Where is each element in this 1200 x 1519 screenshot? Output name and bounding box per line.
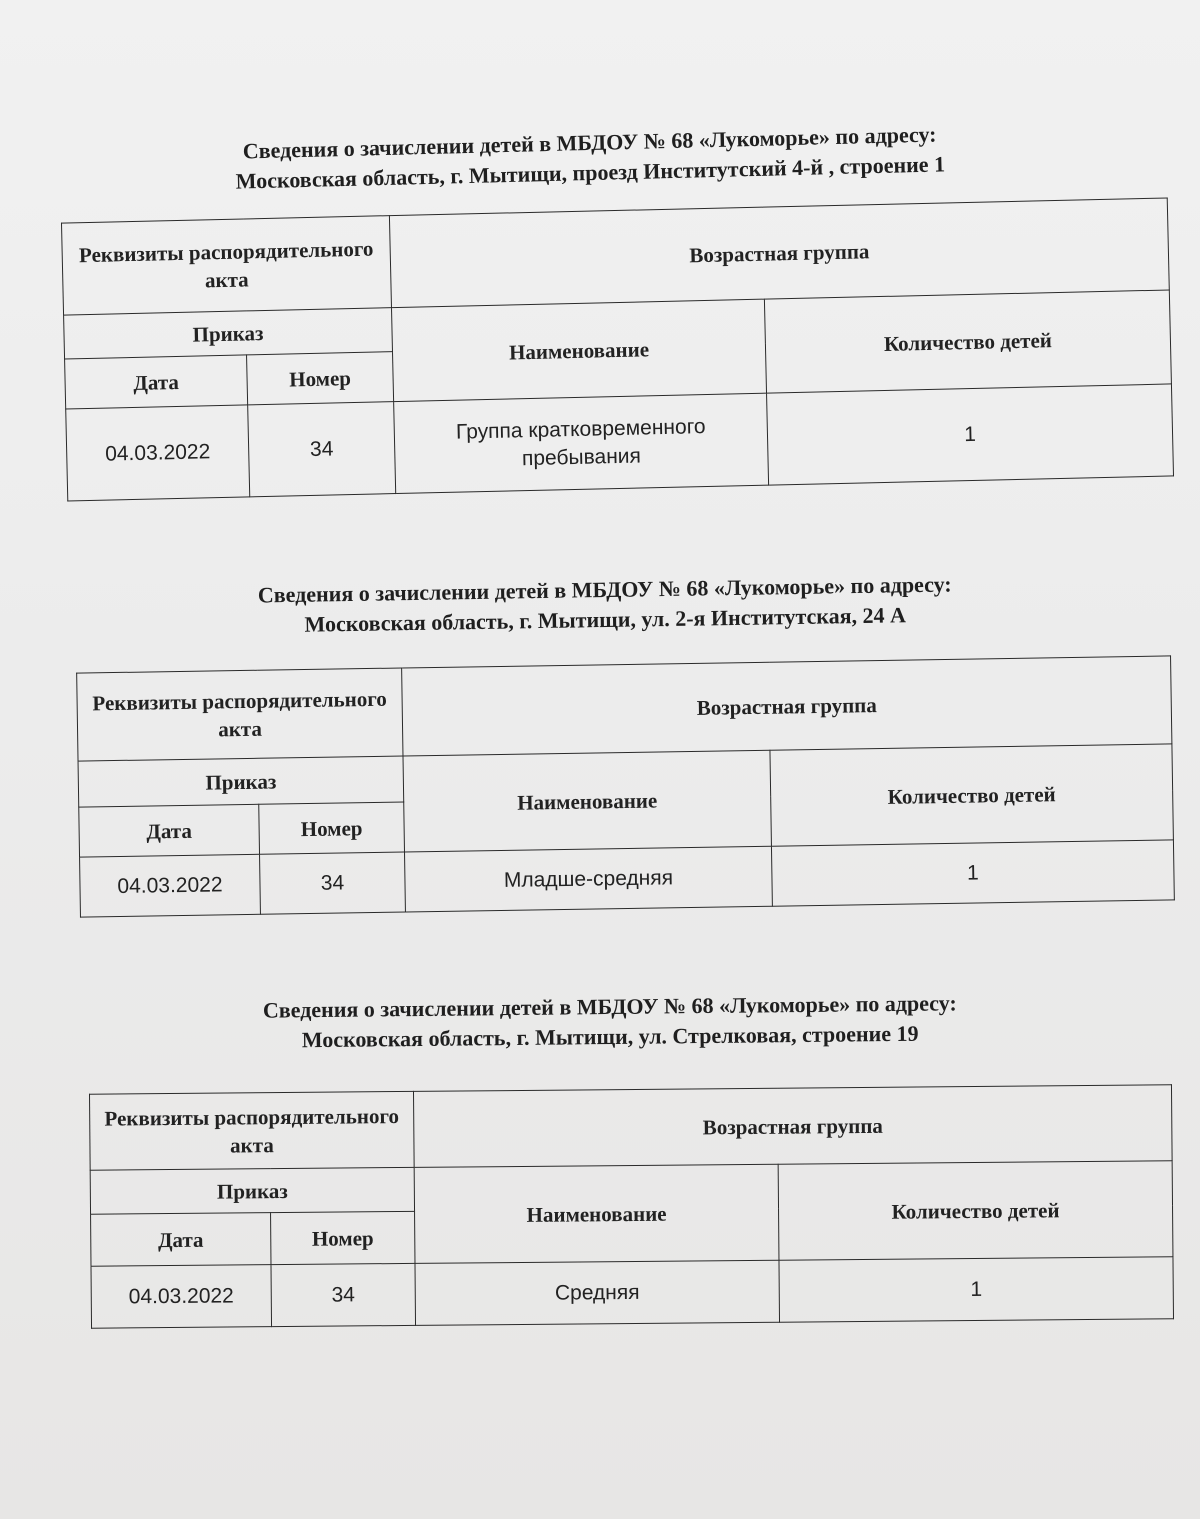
cell-number: 34	[248, 402, 396, 497]
enrollment-table	[89, 1084, 1174, 1328]
cell-name: Группа кратковременного пребывания	[394, 393, 769, 493]
title-line-1: Сведения о зачислении детей в МБДОУ № 68 «Лукоморье» по адресу:	[242, 121, 937, 164]
header-order: Приказ	[78, 756, 404, 807]
cell-count: 1	[767, 384, 1174, 485]
cell-count: 1	[779, 1257, 1174, 1322]
cell-number: 34	[271, 1263, 416, 1326]
header-requisites: Реквизиты распорядительного акта	[77, 668, 403, 761]
header-name: Наименование	[403, 750, 771, 852]
header-requisites: Реквизиты распорядительного акта	[61, 216, 391, 315]
header-date: Дата	[79, 804, 260, 857]
header-count: Количество детей	[764, 290, 1171, 393]
header-order: Приказ	[64, 308, 393, 359]
header-number: Номер	[247, 352, 394, 405]
cell-date: 04.03.2022	[66, 405, 250, 501]
header-requisites: Реквизиты распорядительного акта	[89, 1091, 414, 1170]
cell-date: 04.03.2022	[80, 854, 261, 917]
header-order: Приказ	[90, 1167, 414, 1214]
cell-count: 1	[771, 840, 1174, 906]
header-date: Дата	[91, 1213, 271, 1267]
title-line-1: Сведения о зачислении детей в МБДОУ № 68 «Лукоморье» по адресу:	[257, 571, 952, 608]
cell-name: Младше-средняя	[405, 846, 773, 912]
title-line-2: Московская область, г. Мытищи, ул. 2-я Институтская, 24 А	[304, 602, 907, 637]
header-age-group: Возрастная группа	[413, 1085, 1172, 1168]
header-name: Наименование	[414, 1164, 779, 1263]
cell-name: Средняя	[415, 1260, 780, 1325]
header-name: Наименование	[391, 299, 766, 401]
header-count: Количество детей	[778, 1161, 1173, 1260]
cell-date: 04.03.2022	[91, 1265, 272, 1329]
table-row	[91, 1257, 1173, 1328]
header-number: Номер	[271, 1211, 415, 1264]
header-count: Количество детей	[770, 744, 1173, 846]
cell-number: 34	[260, 852, 406, 914]
title-line-2: Московская область, г. Мытищи, проезд Институтский 4-й , строение 1	[235, 151, 946, 194]
header-age-group: Возрастная группа	[389, 198, 1169, 308]
title-line-1: Сведения о зачислении детей в МБДОУ № 68 «Лукоморье» по адресу:	[262, 990, 957, 1023]
header-number: Номер	[259, 802, 405, 854]
header-age-group: Возрастная группа	[402, 656, 1172, 756]
header-date: Дата	[65, 355, 248, 409]
title-line-2: Московская область, г. Мытищи, ул. Стрелковая, строение 19	[301, 1020, 919, 1053]
section-title	[100, 987, 1121, 1058]
